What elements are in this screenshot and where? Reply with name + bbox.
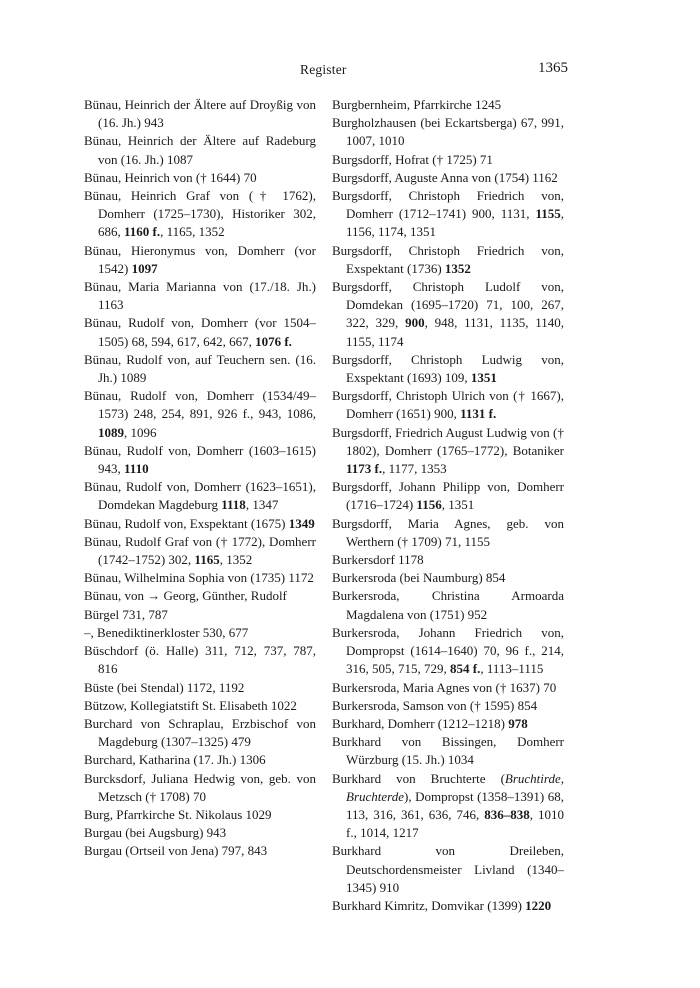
entry-text: Burcksdorf, Juliana Hedwig von, geb. von Metzsch († 1708) 70 (84, 770, 316, 804)
index-entry (84, 569, 316, 587)
entry-text: ), Dompropst (1358–1391) 68, 113, 316, 361, 636, 746, (346, 788, 564, 822)
entry-text: Büschdorf (ö. Halle) 311, 712, 737, 787, 816 (84, 643, 316, 677)
index-entry (332, 169, 564, 187)
index-entry (84, 96, 316, 132)
index-entry (332, 679, 564, 697)
index-entry (84, 533, 316, 569)
index-entry (84, 442, 316, 478)
entry-text: Burkersroda, Johann Friedrich von, Dompropst (1614–1640) 70, 96 f., 214, 316, 505, 715, 729, (332, 624, 564, 677)
running-head: Register (300, 62, 347, 77)
index-entry (84, 587, 316, 605)
entry-text: Burkhard von Bruchterte ( (332, 770, 505, 786)
entry-text: Bünau, Rudolf von, Domherr (1534/49–1573) 248, 254, 891, 926 f., 943, 1086, (84, 388, 316, 422)
page-ref-bold: 1220 (525, 897, 552, 913)
page-ref-bold: 1118 (221, 497, 246, 513)
entry-text: , (560, 770, 564, 786)
page-ref-bold: 1352 (444, 260, 471, 276)
index-entry (332, 278, 564, 351)
index-entry (84, 478, 316, 514)
entry-text: Burkhard von Bissingen, Domherr Würzburg (15. Jh.) 1034 (332, 734, 564, 768)
index-entry (332, 624, 564, 679)
entry-text: Burkhard von Dreileben, Deutschordensmeister Livland (1340–1345) 910 (332, 843, 564, 895)
index-entry (332, 96, 564, 114)
page-ref-bold: 1097 (131, 260, 158, 276)
entry-text: , 1113–1115 (480, 661, 544, 677)
index-entry (332, 770, 564, 843)
index-entry (332, 842, 564, 897)
entry-text: Burgsdorff, Christoph Ludolf von, Domdekan (1695–1720) 71, 100, 267, 322, 329, (332, 279, 564, 331)
entry-text: Burgsdorff, Johann Philipp von, Domherr (1716–1724) (332, 479, 564, 513)
index-entry (84, 770, 316, 806)
entry-text: Burgsdorff, Christoph Friedrich von, Exspektant (1736) (332, 242, 564, 276)
index-entry (84, 824, 316, 842)
entry-text: , 948, 1131, 1135, 1140, 1155, 1174 (346, 315, 564, 349)
entry-text: , 1010 f., 1014, 1217 (346, 806, 564, 841)
index-entry (84, 515, 316, 533)
entry-text: Bünau, Rudolf von, auf Teuchern sen. (16. Jh.) 1089 (84, 351, 316, 386)
entry-text: –, Benediktinerkloster 530, 677 (84, 624, 249, 640)
entry-text: Burgsdorff, Christoph Friedrich von, Domherr (1712–1741) 900, 1131, (332, 188, 564, 222)
page-number: 1365 (538, 60, 568, 76)
entry-text: Burgsdorff, Maria Agnes, geb. von Werthern († 1709) 71, 1155 (332, 515, 564, 549)
entry-text: Burchard von Schraplau, Erzbischof von Magdeburg (1307–1325) 479 (84, 715, 316, 750)
entry-text: Burgau (bei Augsburg) 943 (84, 825, 227, 841)
entry-text: Bützow, Kollegiatstift St. Elisabeth 1022 (84, 697, 297, 713)
entry-text: Bürgel 731, 787 (84, 606, 168, 622)
index-entry (84, 751, 316, 769)
index-entry (332, 387, 564, 423)
page-ref-bold: 900 (405, 315, 425, 331)
variant-name-italic: Bruchterde (346, 788, 404, 804)
index-entry (84, 806, 316, 824)
index-entry (332, 351, 564, 387)
entry-text: Burkersroda, Samson von († 1595) 854 (332, 697, 538, 713)
entry-text: Burgsdorff, Auguste Anna von (1754) 1162 (332, 169, 558, 185)
index-entry (84, 278, 316, 314)
index-entry (84, 679, 316, 697)
entry-text: Burkersroda (bei Naumburg) 854 (332, 570, 506, 586)
index-column-right (332, 96, 564, 915)
index-entry (332, 715, 564, 733)
page-ref-bold: 854 f. (450, 661, 481, 677)
index-entry (84, 169, 316, 187)
page-ref-bold: 1349 (288, 515, 315, 531)
index-entry (332, 733, 564, 769)
entry-text: , 1351 (441, 497, 475, 513)
index-entry (332, 424, 564, 479)
page-ref-bold: 1351 (470, 370, 497, 386)
index-entry (332, 515, 564, 551)
entry-text: , 1177, 1353 (382, 461, 447, 477)
index-entry (84, 715, 316, 751)
index-entry (84, 624, 316, 642)
entry-text: Burkersroda, Christina Armoarda Magdalena von (1751) 952 (332, 588, 564, 622)
index-entry (332, 187, 564, 242)
index-entry (84, 387, 316, 442)
index-entry (332, 242, 564, 278)
entry-text: Bünau, Rudolf von, Exspektant (1675) (84, 515, 289, 531)
index-entry (84, 606, 316, 624)
index-entry (332, 897, 564, 915)
entry-text: Burg, Pfarrkirche St. Nikolaus 1029 (84, 806, 272, 822)
entry-text: , 1352 (219, 552, 253, 568)
entry-text: Bünau, Wilhelmina Sophia von (1735) 1172 (84, 570, 314, 586)
entry-text: Burgsdorff, Hofrat († 1725) 71 (332, 151, 493, 167)
entry-text: Burgbernheim, Pfarrkirche 1245 (332, 97, 502, 112)
page-ref-bold: 1173 f. (346, 461, 383, 477)
page-ref-bold: 1155 (535, 206, 561, 222)
entry-text: Büste (bei Stendal) 1172, 1192 (84, 679, 245, 695)
entry-text: , 1347 (245, 497, 279, 513)
index-entry (332, 587, 564, 623)
page-ref-bold: 836–838 (484, 806, 530, 822)
page-ref-bold: 1089 (98, 424, 124, 440)
page-ref-bold: 1110 (124, 461, 149, 477)
entry-text: Bünau, Rudolf von, Domherr (1603–1615) 943, (84, 442, 316, 477)
entry-text: , 1096 (124, 424, 157, 440)
entry-text: Bünau, Rudolf von, Domherr (1623–1651), Domdekan Magdeburg (84, 479, 316, 513)
page-ref-bold: 1165 (194, 552, 220, 568)
index-entry (84, 132, 316, 168)
entry-text: Burkhard Kimritz, Domvikar (1399) (332, 897, 526, 913)
page-ref-bold: 978 (508, 715, 528, 731)
entry-text: Bünau, Rudolf Graf von († 1772), Domherr (1742–1752) 302, (84, 533, 316, 568)
entry-text: Burchard, Katharina (17. Jh.) 1306 (84, 752, 266, 768)
index-entry (84, 242, 316, 278)
index-entry (332, 569, 564, 587)
index-entry (84, 314, 316, 350)
index-entry (84, 642, 316, 678)
index-column-left (84, 96, 316, 861)
entry-text: Burkersdorf 1178 (332, 552, 424, 568)
page-ref-bold: 1076 f. (255, 333, 292, 349)
variant-name-italic: Bruchtirde (504, 770, 561, 786)
entry-text: Bünau, Heinrich von († 1644) 70 (84, 169, 257, 185)
entry-text: Burgholzhausen (bei Eckartsberga) 67, 991, 1007, 1010 (332, 115, 564, 149)
index-entry (84, 697, 316, 715)
index-entry (332, 114, 564, 150)
index-entry (84, 187, 316, 242)
entry-text: Burgau (Ortseil von Jena) 797, 843 (84, 843, 268, 859)
index-entry (84, 842, 316, 860)
page-ref-bold: 1156 (416, 497, 442, 513)
entry-text: Burkersroda, Maria Agnes von († 1637) 70 (332, 679, 557, 695)
entry-text: Bünau, Heinrich der Ältere auf Radeburg von (16. Jh.) 1087 (84, 133, 316, 167)
entry-text: , 1156, 1174, 1351 (346, 206, 564, 240)
entry-text: Bünau, von → Georg, Günther, Rudolf (84, 588, 287, 604)
entry-text: Bünau, Heinrich Graf von († 1762), Domherr (1725–1730), Historiker 302, 686, (84, 188, 316, 240)
entry-text: Bünau, Maria Marianna von (17./18. Jh.) 1163 (84, 279, 316, 313)
index-entry (332, 151, 564, 169)
entry-text: Bünau, Heinrich der Ältere auf Droyßig von (16. Jh.) 943 (84, 97, 316, 131)
entry-text: Burkhard, Domherr (1212–1218) (332, 715, 509, 731)
index-entry (332, 697, 564, 715)
index-entry (332, 551, 564, 569)
entry-text: Burgsdorff, Friedrich August Ludwig von († 1802), Domherr (1765–1772), Botaniker (332, 424, 564, 458)
index-entry (332, 478, 564, 514)
entry-text: Bünau, Rudolf von, Domherr (vor 1504–1505) 68, 594, 617, 642, 667, (84, 315, 316, 349)
entry-text: Burgsdorff, Christoph Ulrich von († 1667), Domherr (1651) 900, (332, 388, 564, 422)
entry-text: Bünau, Hieronymus von, Domherr (vor 1542) (84, 242, 316, 276)
entry-text: , 1165, 1352 (160, 224, 225, 240)
page-ref-bold: 1160 f. (124, 224, 161, 240)
index-entry (84, 351, 316, 387)
entry-text: Burgsdorff, Christoph Ludwig von, Exspektant (1693) 109, (332, 351, 564, 386)
page-ref-bold: 1131 f. (460, 406, 497, 422)
